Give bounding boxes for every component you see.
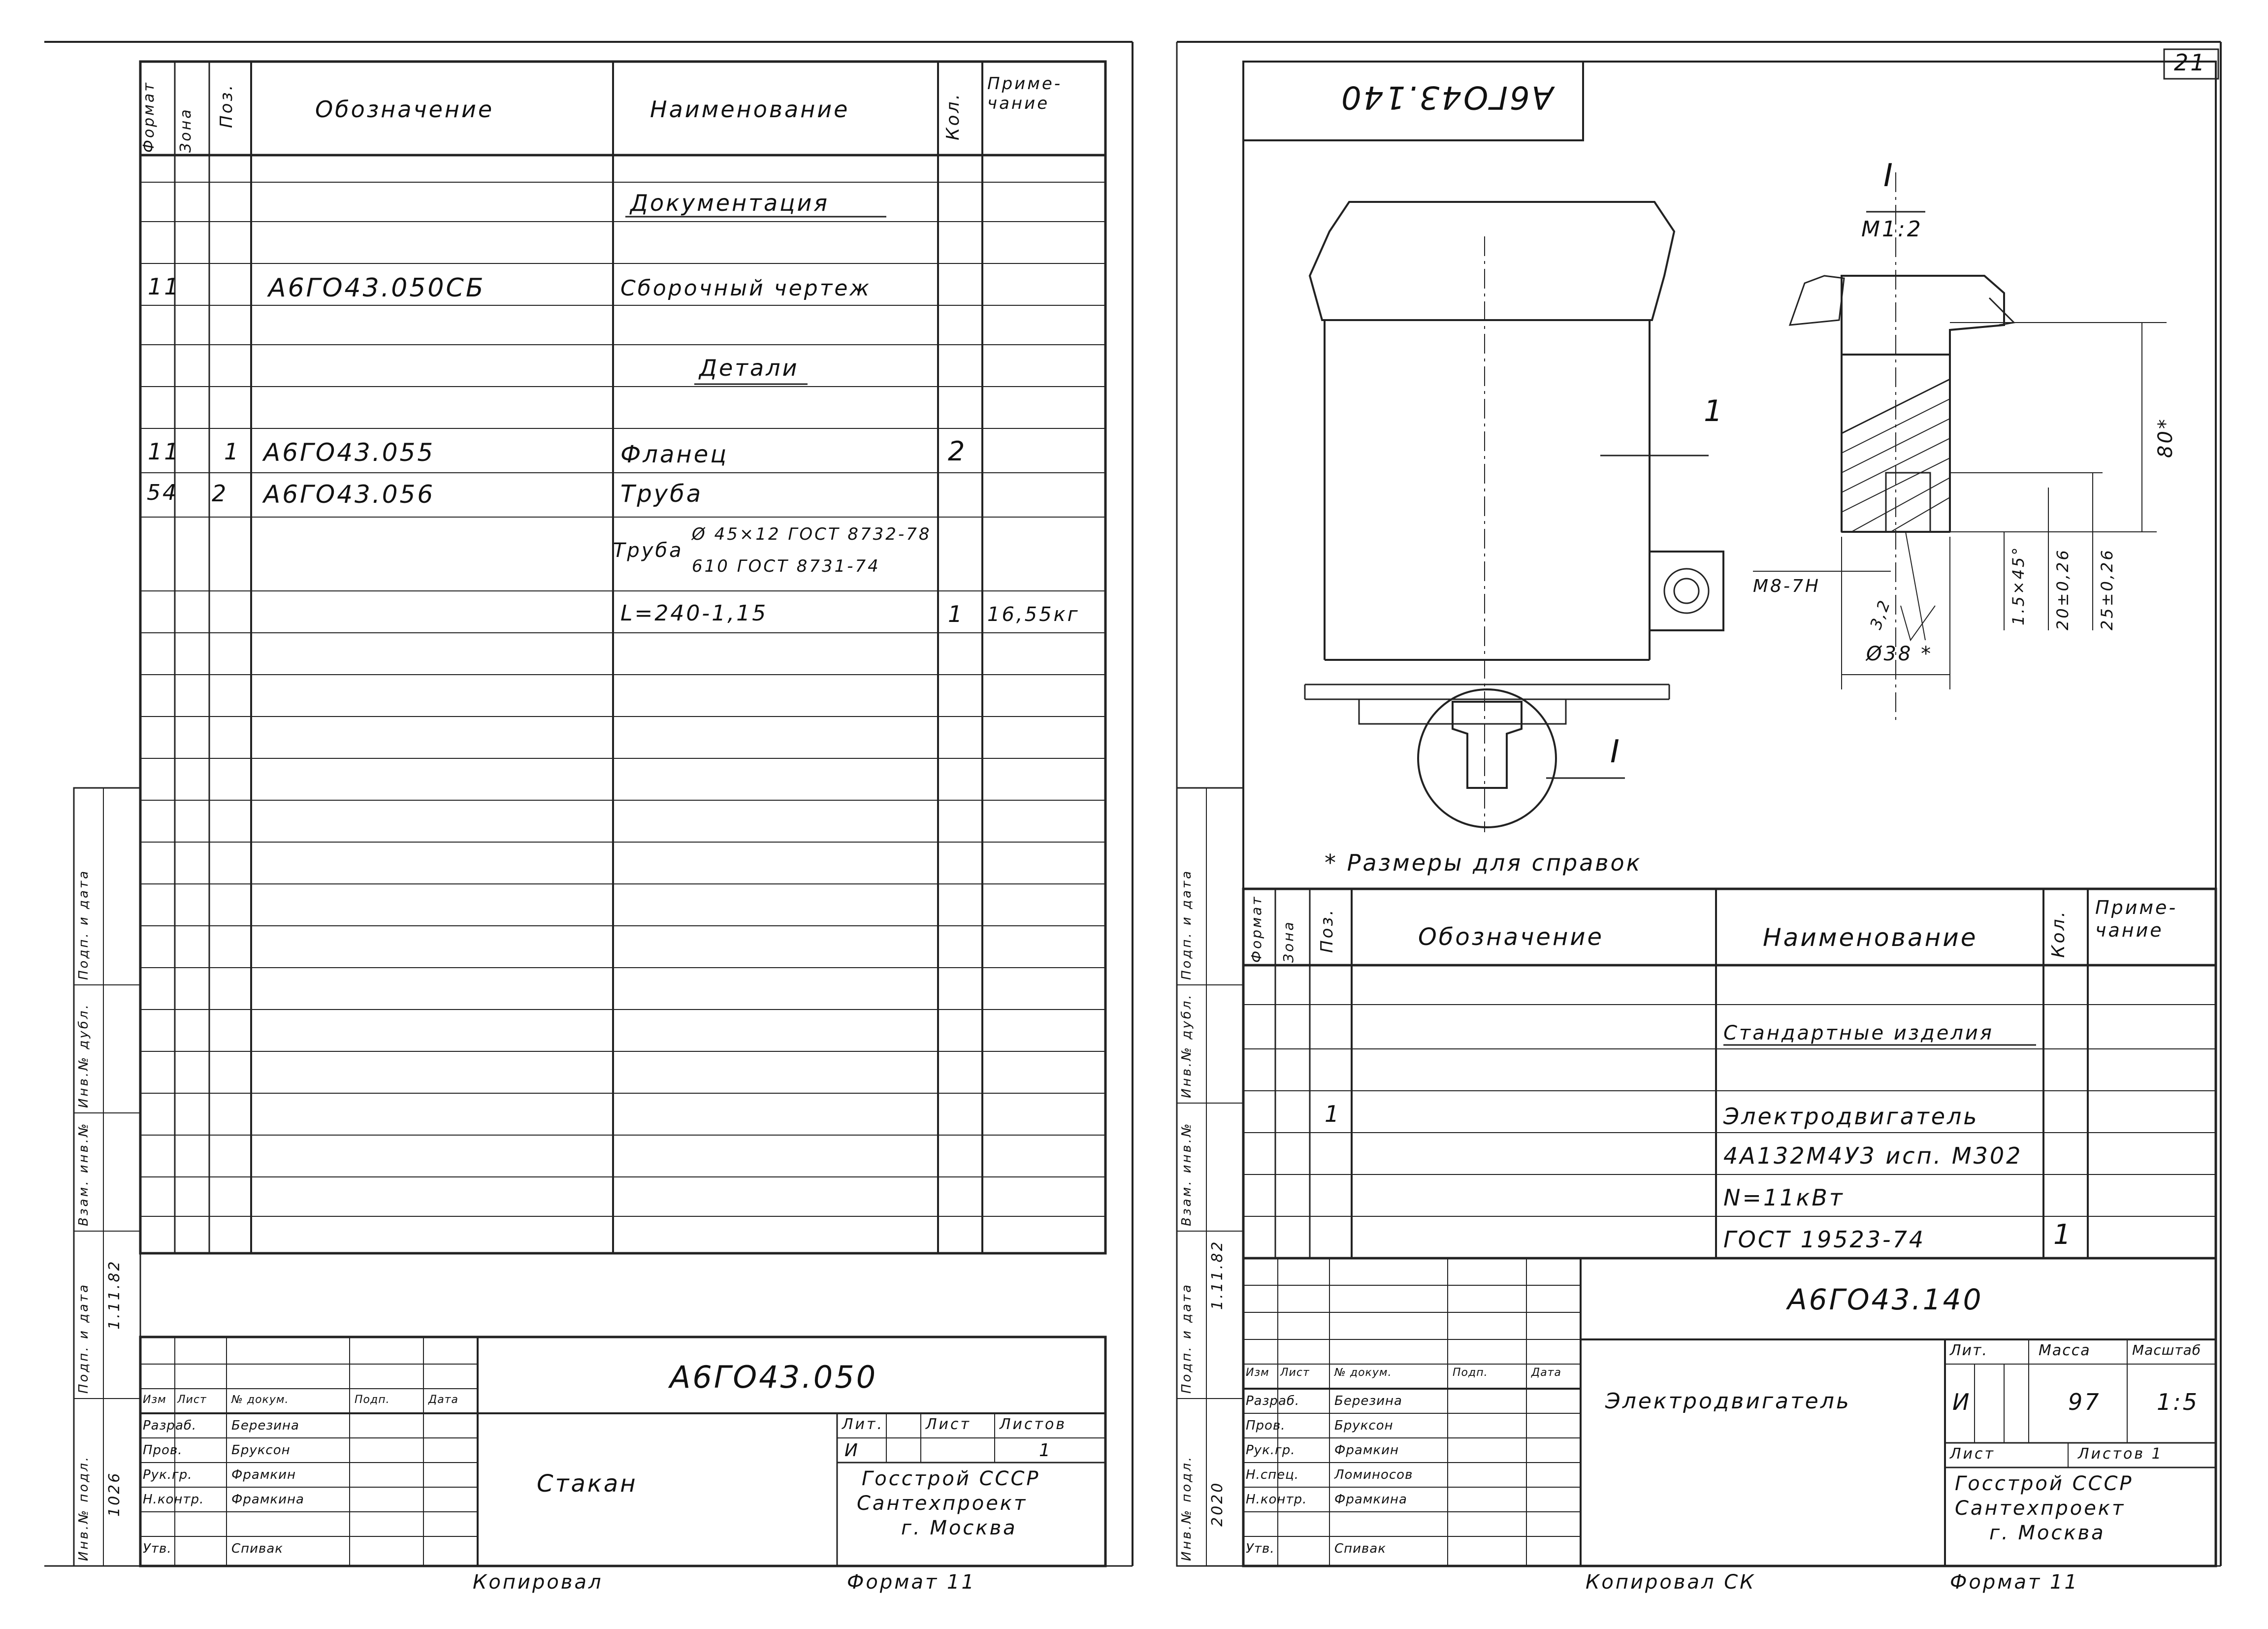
- header-qty: Кол.: [2048, 909, 2069, 958]
- role: Утв.: [1246, 1541, 1275, 1556]
- dim-25: 25±0,26: [2098, 548, 2116, 630]
- dim-dia38: Ø38 *: [1866, 643, 1933, 665]
- part-label: 1: [1704, 394, 1725, 428]
- row-name: L=240-1,15: [620, 601, 768, 626]
- row-name: Электродвигатель: [1723, 1103, 1979, 1130]
- role: Н.контр.: [143, 1492, 204, 1507]
- dim-80: 80*: [2154, 417, 2177, 458]
- side-stamp-label: Инв.№ дубл.: [1179, 993, 1194, 1098]
- lit-label: Лит.: [842, 1416, 884, 1433]
- person: Спивак: [1334, 1541, 1387, 1556]
- row-name: Сборочный чертеж: [620, 276, 872, 301]
- org-line: Сантехпроект: [1955, 1497, 2126, 1520]
- lit-value: И: [844, 1440, 860, 1461]
- sheets-label: Листов 1: [2078, 1445, 2163, 1463]
- side-stamp-label: Инв.№ подл.: [76, 1455, 91, 1561]
- side-stamp-value: 2020: [1209, 1481, 1226, 1527]
- row-qty: 2: [948, 436, 967, 467]
- row-name: N=11кВт: [1723, 1184, 1845, 1211]
- callout-title: I: [1883, 158, 1895, 194]
- rotated-code: А6ГО43.140: [1339, 79, 1554, 115]
- row-pos: 1: [1325, 1101, 1341, 1127]
- header-designation: Обозначение: [1418, 923, 1604, 951]
- side-stamp-label: Подп. и дата: [1179, 869, 1194, 980]
- row-name: ГОСТ 19523-74: [1723, 1226, 1926, 1253]
- page-number: 21: [2174, 49, 2207, 76]
- rev-header: Подп.: [1453, 1367, 1488, 1379]
- org-line: г. Москва: [901, 1517, 1017, 1539]
- title-code: А6ГО43.050: [670, 1359, 878, 1395]
- rev-header: № докум.: [231, 1394, 289, 1406]
- header-zone: Зона: [1280, 920, 1296, 963]
- dim-thread: M8-7H: [1753, 576, 1820, 596]
- section-label: I: [1610, 734, 1621, 770]
- dim-20: 20±0,26: [2053, 548, 2072, 630]
- footer-format: Формат 11: [1950, 1571, 2079, 1594]
- row-name: Детали: [699, 355, 799, 381]
- row-qty: 1: [2053, 1219, 2073, 1251]
- rev-header: Дата: [428, 1394, 458, 1406]
- title-code: А6ГО43.140: [1787, 1283, 1983, 1316]
- row-name: 4А132М4У3 исп. М302: [1723, 1142, 2023, 1169]
- footer-copy: Копировал СК: [1586, 1571, 1756, 1594]
- header-designation: Обозначение: [315, 96, 494, 123]
- person: Березина: [1334, 1394, 1402, 1408]
- person: Бруксон: [231, 1443, 291, 1458]
- row-designation: А6ГО43.056: [263, 480, 435, 509]
- mass-value: 97: [2068, 1389, 2101, 1415]
- footer-copy: Копировал: [473, 1571, 603, 1594]
- role: Пров.: [1246, 1418, 1286, 1433]
- rev-header: Изм: [143, 1394, 166, 1406]
- person: Фрамкина: [1334, 1492, 1407, 1507]
- person: Фрамкин: [1334, 1443, 1399, 1458]
- row-designation: А6ГО43.055: [263, 438, 435, 467]
- header-name: Наименование: [650, 96, 850, 123]
- title-name: Электродвигатель: [1605, 1389, 1851, 1414]
- role: Рук.гр.: [143, 1467, 193, 1482]
- person: Ломиносов: [1334, 1467, 1413, 1482]
- rev-header: Подп.: [355, 1394, 390, 1406]
- row-format: 11: [148, 273, 181, 300]
- lit-value: И: [1952, 1389, 1972, 1415]
- person: Спивак: [231, 1541, 284, 1556]
- header-note: Приме- чание: [987, 74, 1063, 113]
- sheet-label: Лист: [1950, 1445, 1996, 1463]
- row-format: 54: [147, 480, 178, 505]
- row-pos: 2: [212, 480, 228, 507]
- rev-header: Дата: [1531, 1367, 1561, 1379]
- header-pos: Поз.: [217, 83, 236, 128]
- side-stamp-value: 1026: [106, 1471, 123, 1517]
- rev-header: Лист: [1280, 1367, 1310, 1379]
- header-qty: Кол.: [943, 92, 963, 140]
- role: Рук.гр.: [1246, 1443, 1296, 1458]
- role: Утв.: [143, 1541, 172, 1556]
- side-stamp-label: Инв.№ подл.: [1179, 1455, 1194, 1561]
- row-name: Стандартные изделия: [1723, 1022, 1994, 1044]
- row-designation: А6ГО43.050СБ: [268, 273, 486, 303]
- person: Фрамкин: [231, 1467, 296, 1482]
- lit-label: Лит.: [1950, 1342, 1988, 1359]
- rev-header: № докум.: [1334, 1367, 1392, 1379]
- side-stamp-label: Подп. и дата: [1179, 1282, 1194, 1394]
- side-stamp-value: 1.11.82: [106, 1259, 123, 1330]
- header-format: Формат: [1248, 895, 1264, 963]
- roughness: 3,2: [1866, 596, 1895, 632]
- title-name: Стакан: [537, 1470, 638, 1498]
- header-note: Приме- чание: [2095, 897, 2178, 941]
- header-pos: Поз.: [1317, 908, 1337, 953]
- role: Разраб.: [1246, 1394, 1300, 1408]
- person: Бруксон: [1334, 1418, 1393, 1433]
- role: Н.спец.: [1246, 1467, 1299, 1482]
- role: Н.контр.: [1246, 1492, 1307, 1507]
- rev-header: Лист: [177, 1394, 207, 1406]
- side-stamp-value: 1.11.82: [1209, 1239, 1226, 1310]
- side-stamp-label: Взам. инв.№: [1179, 1121, 1194, 1226]
- row-name: Фланец: [620, 441, 728, 468]
- side-stamp-label: Подп. и дата: [76, 869, 91, 980]
- scale-label: Масштаб: [2132, 1342, 2202, 1358]
- header-zone: Зона: [177, 107, 194, 153]
- drawing-note: * Размеры для справок: [1325, 849, 1642, 876]
- header-format: Формат: [140, 81, 158, 153]
- row-name: Документация: [630, 190, 830, 216]
- row-name: Труба: [620, 480, 703, 508]
- sheets-value: 1: [1039, 1440, 1052, 1461]
- org-line: Сантехпроект: [857, 1492, 1028, 1515]
- rev-header: Изм: [1246, 1367, 1269, 1379]
- person: Березина: [231, 1418, 299, 1433]
- person: Фрамкина: [231, 1492, 304, 1507]
- row-note: 16,55кг: [987, 603, 1080, 626]
- side-stamp-label: Инв.№ дубл.: [76, 1003, 91, 1108]
- sheets-label: Листов: [1000, 1416, 1067, 1433]
- org-line: Госстрой СССР: [1955, 1472, 2134, 1495]
- side-stamp-label: Подп. и дата: [76, 1282, 91, 1394]
- row-format: 11: [148, 438, 181, 465]
- mass-label: Масса: [2039, 1342, 2091, 1359]
- callout-scale: M1:2: [1861, 217, 1923, 242]
- row-qty: 1: [948, 601, 965, 627]
- header-name: Наименование: [1763, 923, 1978, 952]
- side-stamp-label: Взам. инв.№: [76, 1121, 91, 1226]
- row-name: Труба: [613, 539, 683, 562]
- row-pos: 1: [224, 438, 241, 465]
- pipe-spec-top: Ø 45×12 ГОСТ 8732-78: [692, 524, 932, 544]
- dim-chamfer: 1.5×45°: [2009, 545, 2028, 625]
- footer-format: Формат 11: [847, 1571, 976, 1594]
- org-line: Госстрой СССР: [862, 1467, 1040, 1490]
- org-line: г. Москва: [1989, 1522, 2106, 1544]
- pipe-spec-bottom: 610 ГОСТ 8731-74: [692, 556, 880, 576]
- sheet-label: Лист: [926, 1416, 972, 1433]
- role: Пров.: [143, 1443, 183, 1458]
- scale-value: 1:5: [2157, 1389, 2200, 1415]
- role: Разраб.: [143, 1418, 197, 1433]
